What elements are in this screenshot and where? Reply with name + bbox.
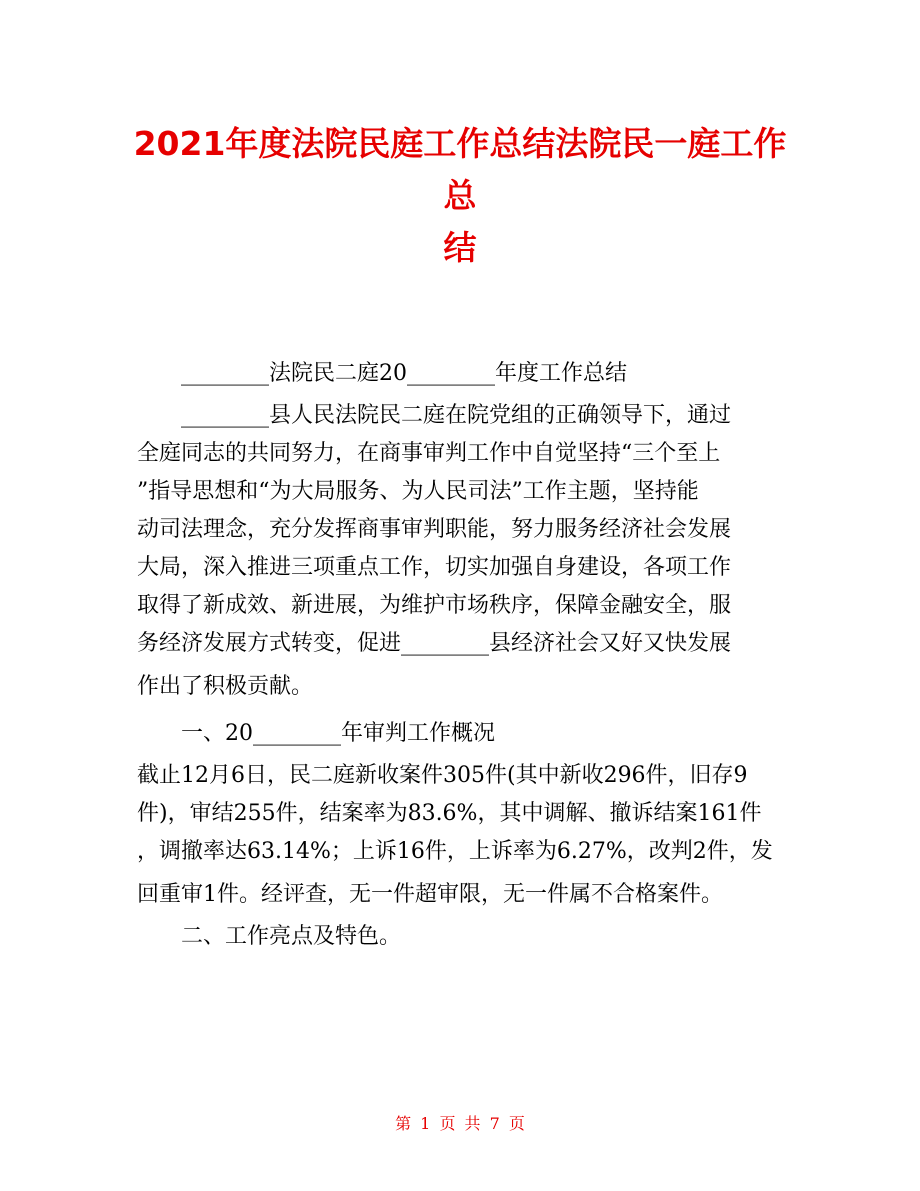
paragraph-line: 回重审1件。经评查，无一件超审限，无一件属不合格案件。	[137, 882, 723, 907]
paragraph-line: ________县人民法院民二庭在院党组的正确领导下，通过	[181, 403, 732, 428]
section-2-heading: 二、工作亮点及特色。	[181, 924, 402, 949]
page-footer: 第 1 页 共 7 页	[395, 1114, 525, 1133]
paragraph-line: 动司法理念，充分发挥商事审判职能，努力服务经济社会发展	[137, 517, 732, 542]
intro-paragraph	[137, 397, 789, 710]
paragraph-line: 全庭同志的共同努力，在商事审判工作中自觉坚持“三个至上	[137, 441, 721, 466]
title-line-2: 结	[443, 228, 477, 267]
subtitle: ________法院民二庭20________年度工作总结	[181, 361, 627, 386]
paragraph-line: 务经济发展方式转变，促进________县经济社会又好又快发展	[137, 631, 732, 656]
paragraph-line: ，调撤率达63.14%；上诉16件，上诉率为6.27%，改判2件，发	[137, 839, 773, 864]
document-body	[137, 350, 789, 956]
paragraph-line: 作出了积极贡献。	[137, 674, 314, 699]
paragraph-line: ”指导思想和“为大局服务、为人民司法”工作主题，坚持能	[137, 479, 699, 504]
paragraph-line: 取得了新成效、新进展，为维护市场秩序，保障金融安全，服	[137, 593, 732, 618]
paragraph-line: 截止12月6日，民二庭新收案件305件(其中新收296件，旧存9	[137, 763, 748, 788]
section-1-heading: 一、20________年审判工作概况	[181, 721, 495, 746]
title-line-1: 2021年度法院民庭工作总结法院民一庭工作总	[133, 124, 787, 215]
section-1-paragraph	[137, 757, 789, 918]
paragraph-line: 件)，审结255件，结案率为83.6%，其中调解、撤诉结案161件	[137, 801, 762, 826]
document-title	[120, 118, 800, 274]
paragraph-line: 大局，深入推进三项重点工作，切实加强自身建设，各项工作	[137, 555, 732, 580]
